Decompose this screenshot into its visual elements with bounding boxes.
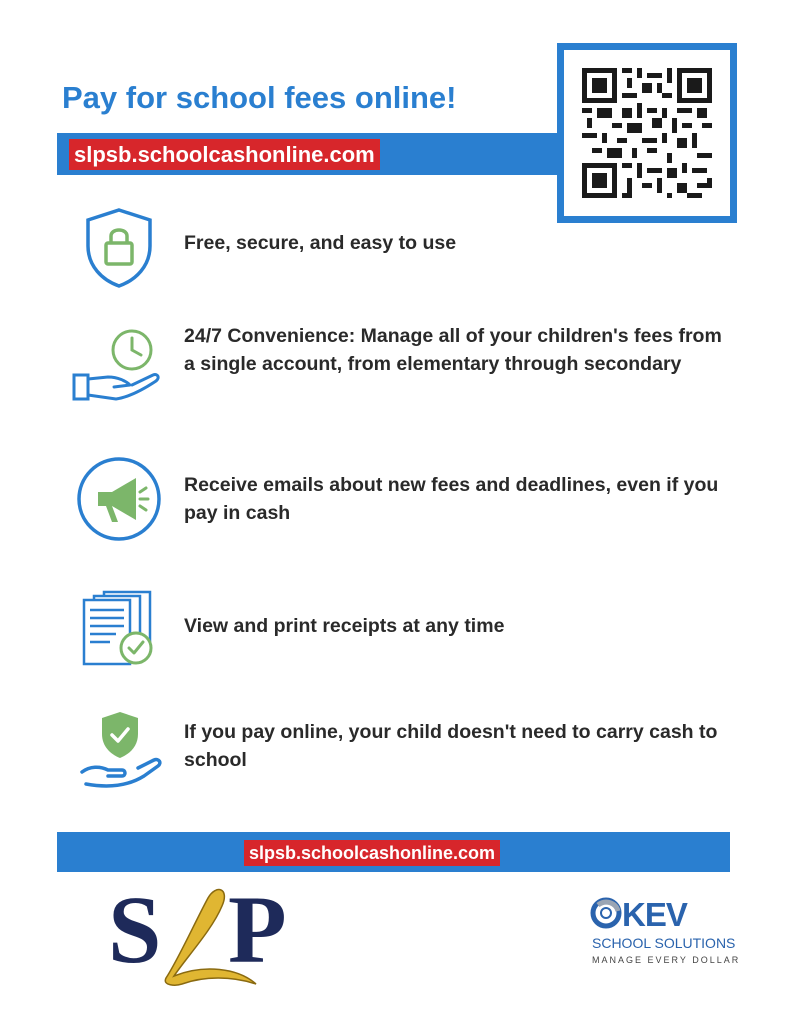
kev-subtitle: SCHOOL SOLUTIONS [592, 935, 736, 951]
feature-text-receipts: View and print receipts at any time [184, 615, 505, 637]
website-url-top[interactable]: slpsb.schoolcashonline.com [69, 139, 380, 170]
feature-text-no-cash: If you pay online, your child doesn't need to carry cash to school [184, 721, 718, 771]
svg-text:P: P [228, 880, 287, 983]
hand-shield-check-icon [78, 708, 162, 790]
kev-brand-name: KEV [622, 896, 687, 933]
qr-code-icon [582, 68, 712, 198]
kev-swirl-icon [590, 895, 622, 931]
website-url-bottom[interactable]: slpsb.schoolcashonline.com [244, 840, 500, 866]
shield-lock-icon [82, 206, 156, 290]
svg-text:S: S [108, 880, 162, 983]
kev-tagline: MANAGE EVERY DOLLAR [592, 955, 741, 965]
receipts-check-icon [80, 588, 158, 668]
megaphone-icon [76, 456, 162, 542]
hand-clock-icon [70, 325, 170, 407]
feature-text-emails: Receive emails about new fees and deadlines, even if you pay in cash [184, 474, 719, 524]
slp-logo [108, 880, 308, 990]
page-title: Pay for school fees online! [62, 80, 457, 115]
feature-text-secure: Free, secure, and easy to use [184, 232, 457, 254]
qr-code-frame[interactable] [557, 43, 737, 223]
feature-text-convenience: 24/7 Convenience: Manage all of your children's fees from a single account, from elementary through secondary [184, 325, 722, 375]
kev-logo [590, 893, 740, 973]
